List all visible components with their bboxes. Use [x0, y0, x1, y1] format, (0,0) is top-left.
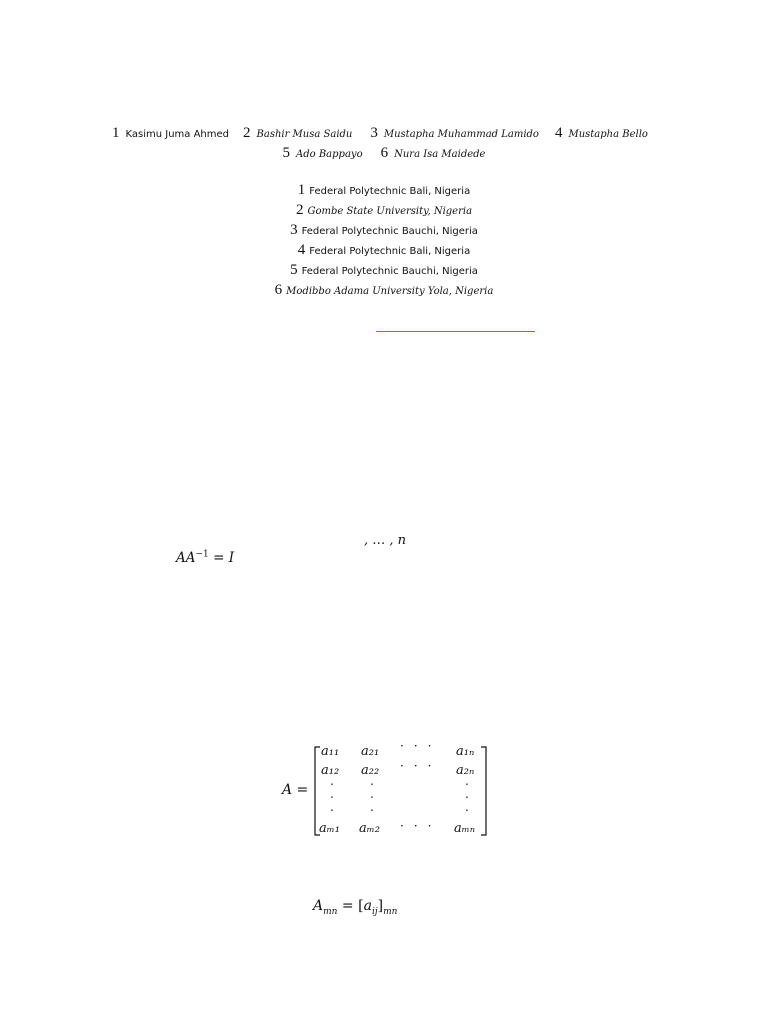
notation-element: a — [363, 898, 372, 914]
affiliation-line — [0, 220, 768, 240]
affiliation-line — [0, 180, 768, 200]
matrix-entry-amn: aₘₙ — [454, 821, 475, 836]
matrix-entry-a12: a₁₂ — [321, 763, 340, 778]
affiliation-text: Federal Polytechnic Bauchi, Nigeria — [301, 266, 478, 277]
notation-close-bracket: ] — [377, 898, 384, 914]
author-name: Bashir Musa Saidu — [256, 129, 353, 140]
authors-row-1 — [112, 124, 648, 142]
equals-sign: = — [337, 898, 359, 914]
matrix-entry-a2n: a₂ₙ — [456, 763, 475, 778]
inverse-lhs: AA — [176, 550, 196, 566]
affiliation-number: 4 — [297, 242, 306, 258]
identity-symbol: I — [228, 550, 235, 566]
affiliation-number: 5 — [290, 262, 298, 278]
affiliation-text: Gombe State University, Nigeria — [307, 206, 473, 217]
authors-row-2 — [0, 144, 768, 162]
matrix-vdots-col1: . . . — [330, 774, 334, 814]
matrix-label: A = — [282, 782, 309, 798]
notation-rhs-subscript: mn — [383, 906, 398, 917]
matrix-entry-a1n: a₁ₙ — [456, 744, 475, 759]
matrix-notation-equation — [313, 898, 398, 917]
matrix-vdots-col2: . . . — [370, 774, 374, 814]
affiliation-line — [0, 240, 768, 260]
author-number: 2 — [243, 125, 251, 141]
notation-lhs-subscript: mn — [323, 906, 338, 917]
matrix-entry-am1: aₘ₁ — [319, 821, 340, 836]
author-number: 4 — [554, 125, 563, 141]
matrix-hdots-last: ··· — [400, 819, 442, 833]
inverse-equation — [176, 550, 234, 566]
index-range-fragment: , … , n — [364, 533, 407, 548]
notation-element-subscript: ij — [371, 906, 378, 917]
matrix-entry-a22: a₂₂ — [361, 763, 380, 778]
author-number: 5 — [282, 145, 291, 161]
email-link-underline[interactable] — [376, 331, 535, 332]
inverse-exponent: −1 — [195, 549, 209, 560]
affiliation-line — [0, 200, 768, 220]
affiliation-line — [0, 280, 768, 300]
affiliation-number: 2 — [295, 202, 304, 218]
affiliation-line — [0, 260, 768, 280]
author-name: Nura Isa Maidede — [394, 149, 486, 160]
affiliation-number: 6 — [274, 282, 283, 298]
author-name: Mustapha Bello — [568, 129, 648, 140]
author-name: Mustapha Muhammad Lamido — [383, 129, 539, 140]
author-name: Ado Bappayo — [296, 149, 363, 160]
affiliation-number: 1 — [297, 182, 306, 198]
author-number: 1 — [112, 125, 120, 141]
author-number: 6 — [380, 145, 389, 161]
matrix-entry-a21: a₂₁ — [361, 744, 380, 759]
matrix-hdots-row1: ··· — [400, 739, 442, 753]
affiliation-number: 3 — [290, 222, 298, 238]
affiliations-block — [0, 180, 768, 300]
author-name: Kasimu Juma Ahmed — [125, 129, 230, 140]
notation-open-bracket: [ — [358, 898, 364, 914]
matrix-entry-am2: aₘ₂ — [359, 821, 380, 836]
affiliation-text: Federal Polytechnic Bauchi, Nigeria — [301, 226, 478, 237]
affiliation-text: Federal Polytechnic Bali, Nigeria — [309, 186, 471, 197]
author-number: 3 — [370, 125, 378, 141]
matrix-entry-a11: a₁₁ — [321, 744, 340, 759]
notation-lhs: A — [313, 898, 324, 914]
affiliation-text: Federal Polytechnic Bali, Nigeria — [309, 246, 471, 257]
equals-sign: = — [208, 550, 229, 566]
affiliation-text: Modibbo Adama University Yola, Nigeria — [286, 286, 494, 297]
matrix-hdots-row2: ··· — [400, 759, 442, 773]
matrix-vdots-coln: . . . — [465, 774, 469, 814]
